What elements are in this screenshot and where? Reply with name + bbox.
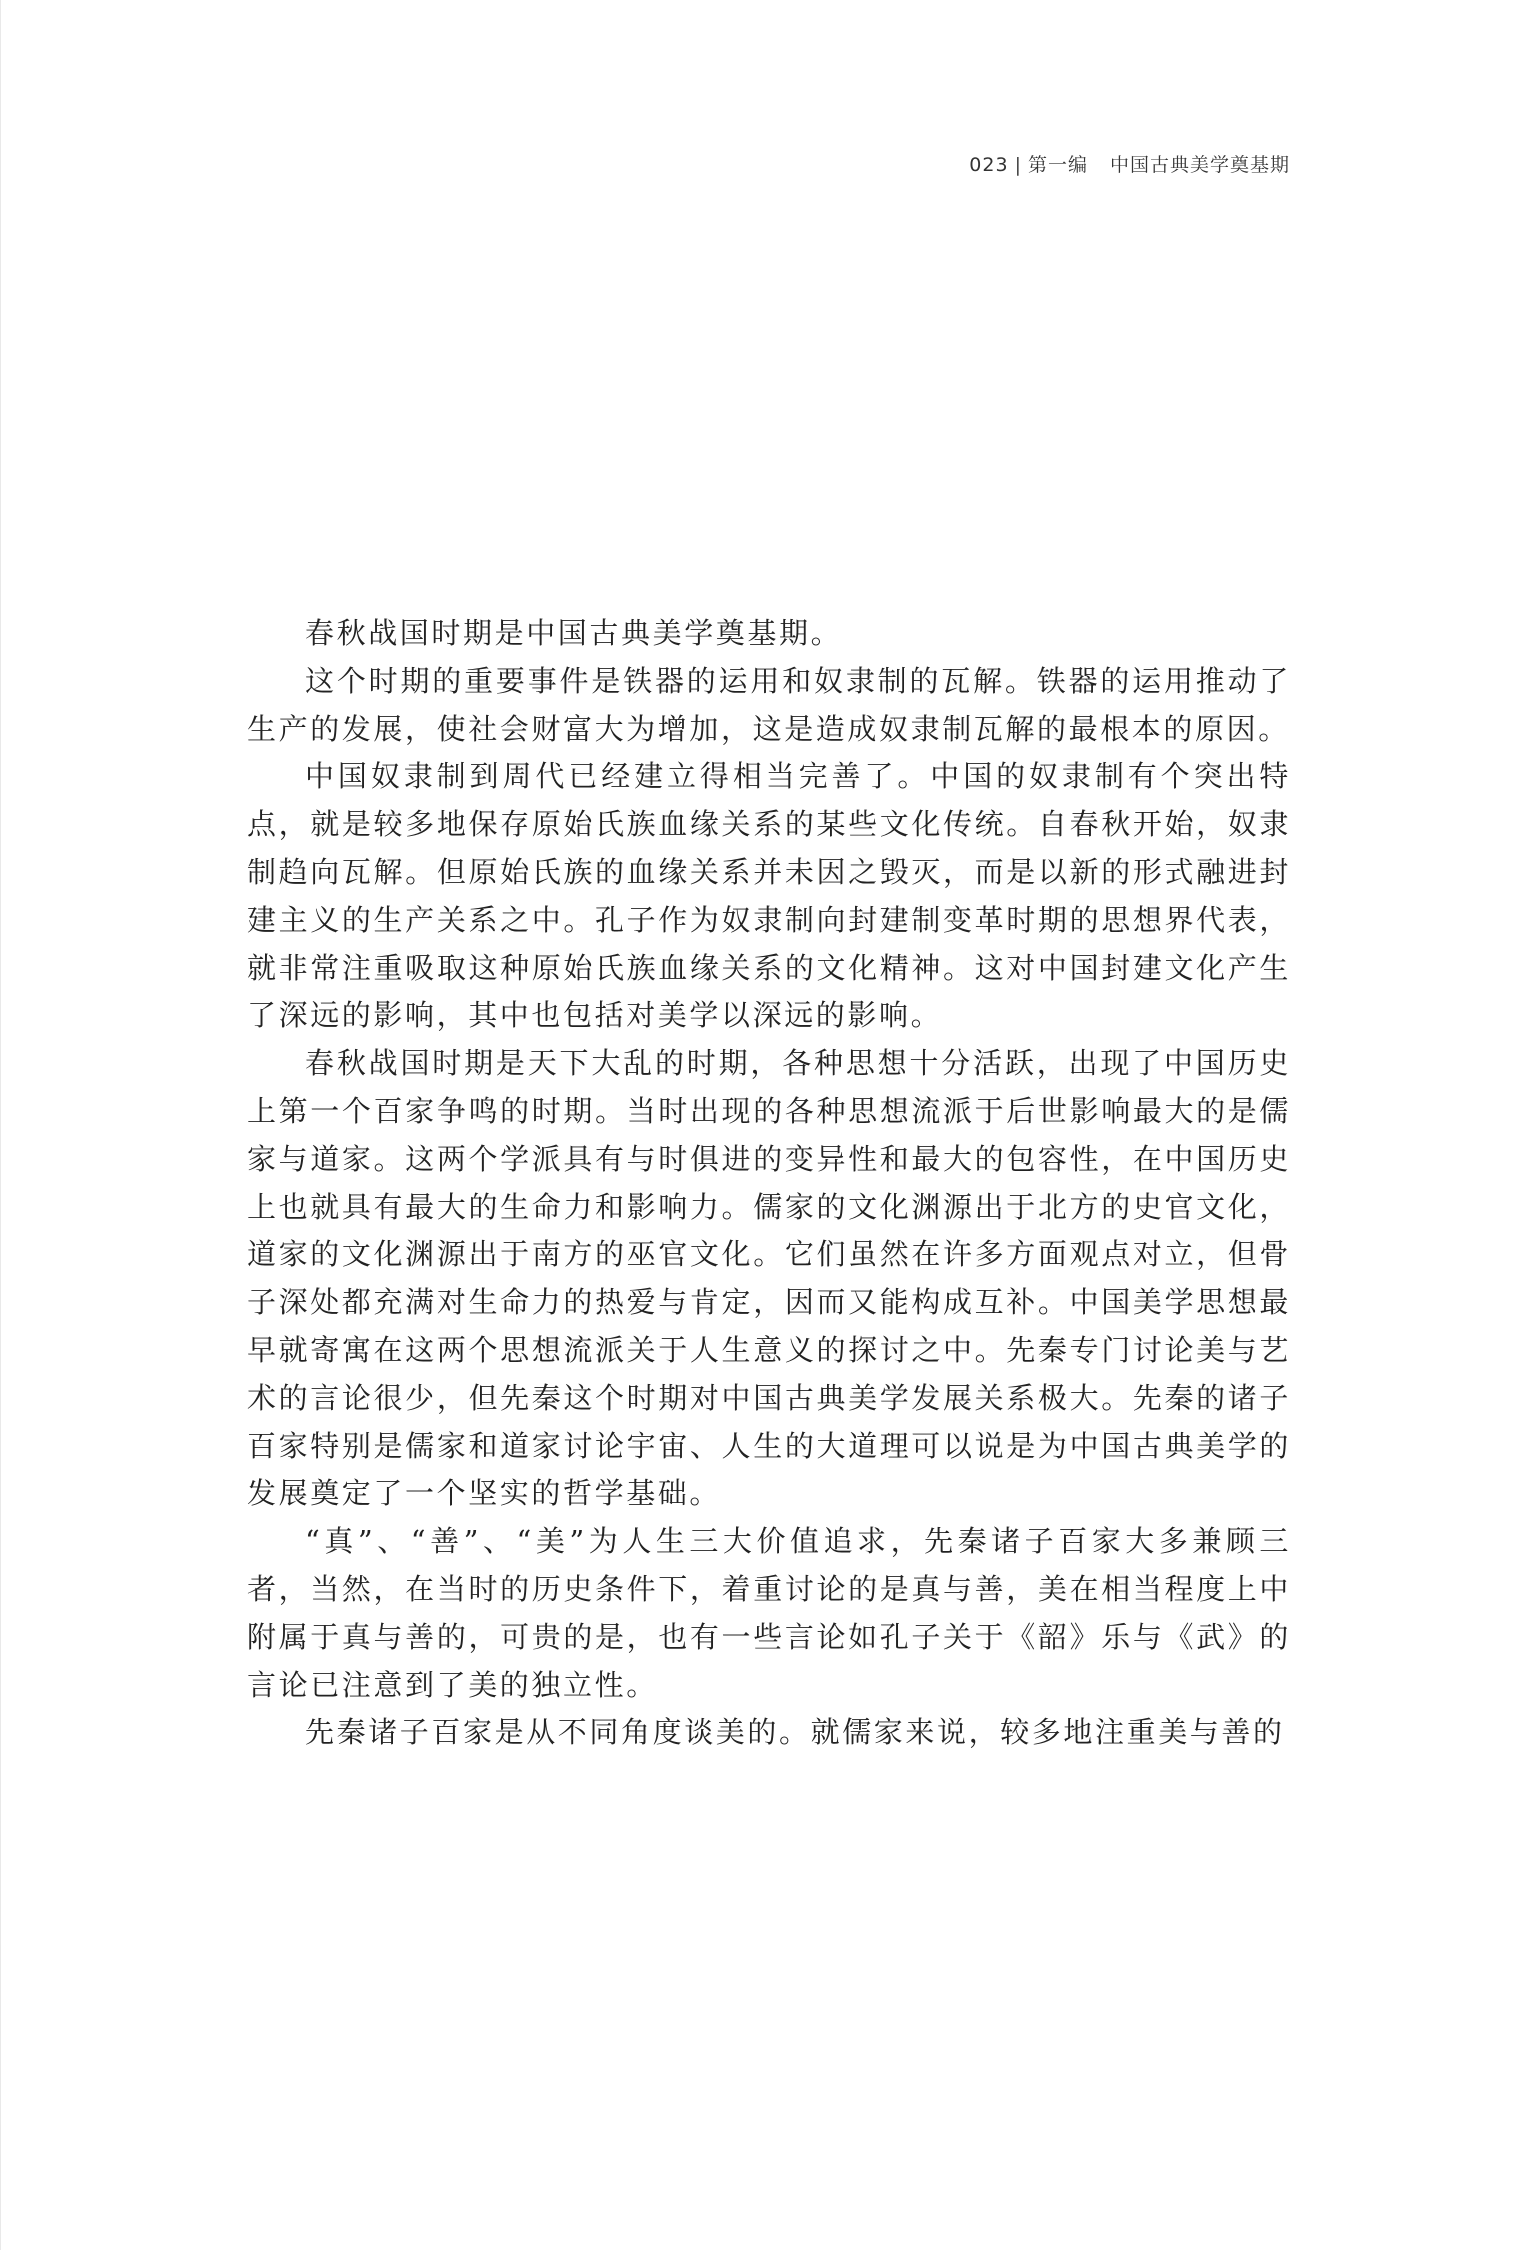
- paragraph-4: 春秋战国时期是天下大乱的时期，各种思想十分活跃，出现了中国历史上第一个百家争鸣的时期。当时出现的各种思想流派于后世影响最大的是儒家与道家。这两个学派具有与时俱进的变异性和最大的包容性，在中国历史上也就具有最大的生命力和影响力。儒家的文化渊源出于北方的史官文化，道家的文化渊源出于南方的巫官文化。它们虽然在许多方面观点对立，但骨子深处都充满对生命力的热爱与肯定，因而又能构成互补。中国美学思想最早就寄寓在这两个思想流派关于人生意义的探讨之中。先秦专门讨论美与艺术的言论很少，但先秦这个时期对中国古典美学发展关系极大。先秦的诸子百家特别是儒家和道家讨论宇宙、人生的大道理可以说是为中国古典美学的发展奠定了一个坚实的哲学基础。: [247, 1046, 1291, 1511]
- paragraph-3: 中国奴隶制到周代已经建立得相当完善了。中国的奴隶制有个突出特点，就是较多地保存原始氏族血缘关系的某些文化传统。自春秋开始，奴隶制趋向瓦解。但原始氏族的血缘关系并未因之毁灭，而是以新的形式融进封建主义的生产关系之中。孔子作为奴隶制向封建制变革时期的思想界代表，就非常注重吸取这种原始氏族血缘关系的文化精神。这对中国封建文化产生了深远的影响，其中也包括对美学以深远的影响。: [247, 759, 1291, 1033]
- paragraph-6: 先秦诸子百家是从不同角度谈美的。就儒家来说，较多地注重美与善的: [305, 1715, 1285, 1750]
- paragraph-2: 这个时期的重要事件是铁器的运用和奴隶制的瓦解。铁器的运用推动了生产的发展，使社会财富大为增加，这是造成奴隶制瓦解的最根本的原因。: [247, 663, 1291, 746]
- paragraph-1: 春秋战国时期是中国古典美学奠基期。: [305, 616, 843, 650]
- paragraph-5: “真”、“善”、“美”为人生三大价值追求，先秦诸子百家大多兼顾三者，当然，在当时的历史条件下，着重讨论的是真与善，美在相当程度上中附属于真与善的，可贵的是，也有一些言论如孔子关于《韶》乐与《武》的言论已注意到了美的独立性。: [247, 1524, 1291, 1702]
- section-title: 中国古典美学奠基期: [1109, 154, 1290, 176]
- page-number: 023: [969, 154, 1009, 176]
- part-label: 第一编: [1027, 154, 1088, 176]
- header-divider: |: [1014, 154, 1022, 176]
- body-text: [247, 610, 1291, 1757]
- running-header: [969, 150, 1290, 177]
